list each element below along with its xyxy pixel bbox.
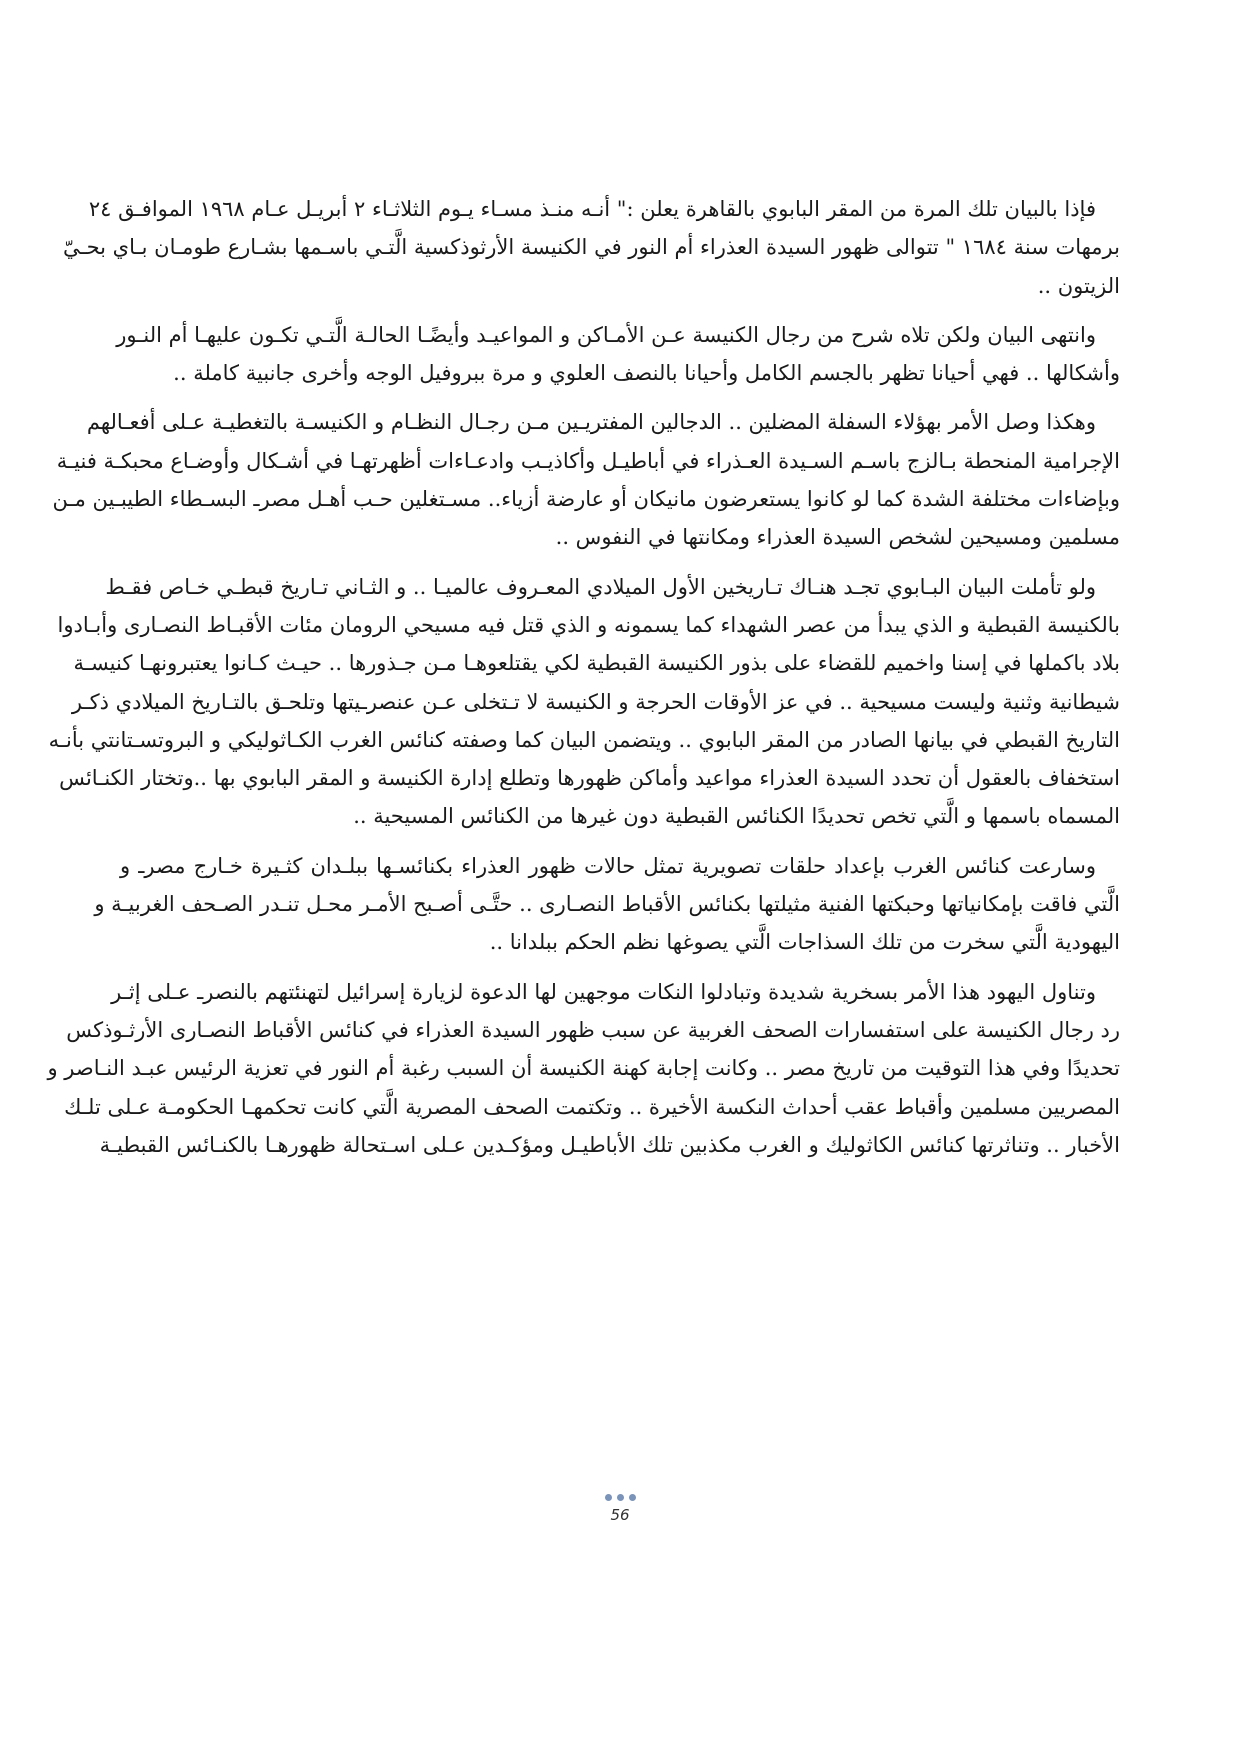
paragraph bbox=[116, 316, 1120, 393]
text-line: المصريين مسلمين وأقباط عقب أحداث النكسة الأخيرة .. وتكتمت الصحف المصرية الَّتي كانت تحكمهـا الحكومـة عـلى تلـك bbox=[64, 1094, 1120, 1119]
ornament-dot bbox=[605, 1494, 612, 1501]
text-line: مسلمين ومسيحين لشخص السيدة العذراء ومكانتها في النفوس .. bbox=[555, 525, 1120, 550]
text-line: بالكنيسة القبطية و الذي يبدأ من عصر الشهداء كما يسمونه و الذي قتل فيه مسيحي الرومان مئات الأقبـاط النصـارى وأبـادوا bbox=[57, 612, 1120, 637]
text-line: اليهودية الَّتي سخرت من تلك السذاجات الَّتي يصوغها نظم الحكم ببلدانا .. bbox=[489, 930, 1120, 955]
text-line: وسارعت كنائس الغرب بإعداد حلقات تصويرية تمثل حالات ظهور العذراء بكنائسـها ببلـدان كثـيرة خـارج مصرـ و bbox=[120, 853, 1096, 878]
text-line: وبإضاءات مختلفة الشدة كما لو كانوا يستعرضون مانيكان أو عارضة أزياء.. مسـتغلين حـب أهـل مصرـ البسـطاء الطيبـين مـن bbox=[52, 487, 1120, 512]
page-footer bbox=[0, 1486, 1240, 1524]
text-line: الأخبار .. وتناثرتها كنائس الكاثوليك و الغرب مكذبين تلك الأباطيـل ومؤكـدين عـلى اسـتحالة ظهورهـا بالكنـائس القبطيـة bbox=[99, 1132, 1120, 1157]
text-line: الَّتي فاقت بإمكانياتها وحبكتها الفنية مثيلتها بكنائس الأقباط النصـارى .. حتَّـى أصـبح الأمـر محـل تنـدر الصـحف الغربيـة و bbox=[94, 892, 1120, 917]
text-line: الزيتون .. bbox=[1037, 273, 1120, 298]
text-line: وهكذا وصل الأمر بهؤلاء السفلة المضلين .. الدجالين المفتريـين مـن رجـال النظـام و الكنيسـة بالتغطيـة عـلى أفعـالهم bbox=[86, 410, 1096, 435]
document-body bbox=[47, 190, 1120, 1175]
text-line: وتناول اليهود هذا الأمر بسخرية شديدة وتبادلوا النكات موجهين لها الدعوة لزيارة إسرائيل لتهنئتهم بالنصرـ عـلى إثـر bbox=[111, 979, 1096, 1004]
paragraph bbox=[48, 568, 1120, 836]
text-line: استخفاف بالعقول أن تحدد السيدة العذراء مواعيد وأماكن ظهورها وتطلع إدارة الكنيسة و المقر البابوي بها ..وتختار الكنـائس bbox=[59, 766, 1120, 791]
ornament-dot bbox=[617, 1494, 624, 1501]
text-line: رد رجال الكنيسة على استفسارات الصحف الغربية عن سبب ظهور السيدة العذراء في كنائس الأقباط النصـارى الأرثـوذكس bbox=[66, 1017, 1120, 1042]
paragraph bbox=[94, 847, 1120, 962]
text-line: ولو تأملت البيان البـابوي تجـد هنـاك تـاريخين الأول الميلادي المعـروف عالميـا .. و الثـاني تـاريخ قبطـي خـاص فقـط bbox=[105, 574, 1096, 599]
text-line: برمهات سنة ١٦٨٤ " تتوالى ظهور السيدة العذراء أم النور في الكنيسة الأرثوذكسية الَّتـي باسـمها بشـارع طومـان بـاي بحـيّ bbox=[62, 235, 1120, 260]
text-line: فإذا بالبيان تلك المرة من المقر البابوي بالقاهرة يعلن :" أنـه منـذ مسـاء يـوم الثلاثـاء ٢ أبريـل عـام ١٩٦٨ الموافـق ٢٤ bbox=[88, 197, 1096, 221]
paragraph bbox=[62, 190, 1120, 305]
text-line: المسماه باسمها و الَّتي تخص تحديدًا الكنائس القبطية دون غيرها من الكنائس المسيحية .. bbox=[353, 804, 1120, 829]
text-line: وانتهى البيان ولكن تلاه شرح من رجال الكنيسة عـن الأمـاكن و المواعيـد وأيضًـا الحالـة الَّتـي تكـون عليهـا أم النـور bbox=[116, 322, 1096, 347]
page-ornament-dots bbox=[605, 1494, 636, 1501]
text-line: الإجرامية المنحطة بـالزج باسـم السـيدة العـذراء في أباطيـل وأكاذيـب وادعـاءات أظهرتهـا في أشـكال وأوضـاع محبكـة فنيـة bbox=[56, 448, 1120, 473]
text-line: وأشكالها .. فهي أحيانا تظهر بالجسم الكامل وأحيانا بالنصف العلوي و مرة ببروفيل الوجه وأخرى جانبية كاملة .. bbox=[173, 361, 1120, 386]
ornament-dot bbox=[629, 1494, 636, 1501]
paragraph bbox=[52, 403, 1120, 556]
text-line: تحديدًا وفي هذا التوقيت من تاريخ مصر .. وكانت إجابة كهنة الكنيسة أن السبب رغبة أم النور في تعزية الرئيس عبـد النـاصر و bbox=[47, 1056, 1120, 1081]
page-number: 56 bbox=[610, 1506, 630, 1524]
text-line: شيطانية وثنية وليست مسيحية .. في عز الأوقات الحرجة و الكنيسة لا تـتخلى عـن عنصرـيتها وتلحـق بالتـاريخ الميلادي ذكـر bbox=[71, 689, 1120, 714]
text-line: بلاد باكملها في إسنا واخميم للقضاء على بذور الكنيسة القبطية لكي يقتلعوهـا مـن جـذورها .. حيـث كـانوا يعتبرونهـا كنيسـة bbox=[73, 651, 1120, 676]
text-line: التاريخ القبطي في بيانها الصادر من المقر البابوي .. ويتضمن البيان كما وصفته كنائس الغرب الكـاثوليكي و البروتسـتانتي بأنـه bbox=[48, 727, 1120, 752]
paragraph bbox=[47, 973, 1120, 1164]
